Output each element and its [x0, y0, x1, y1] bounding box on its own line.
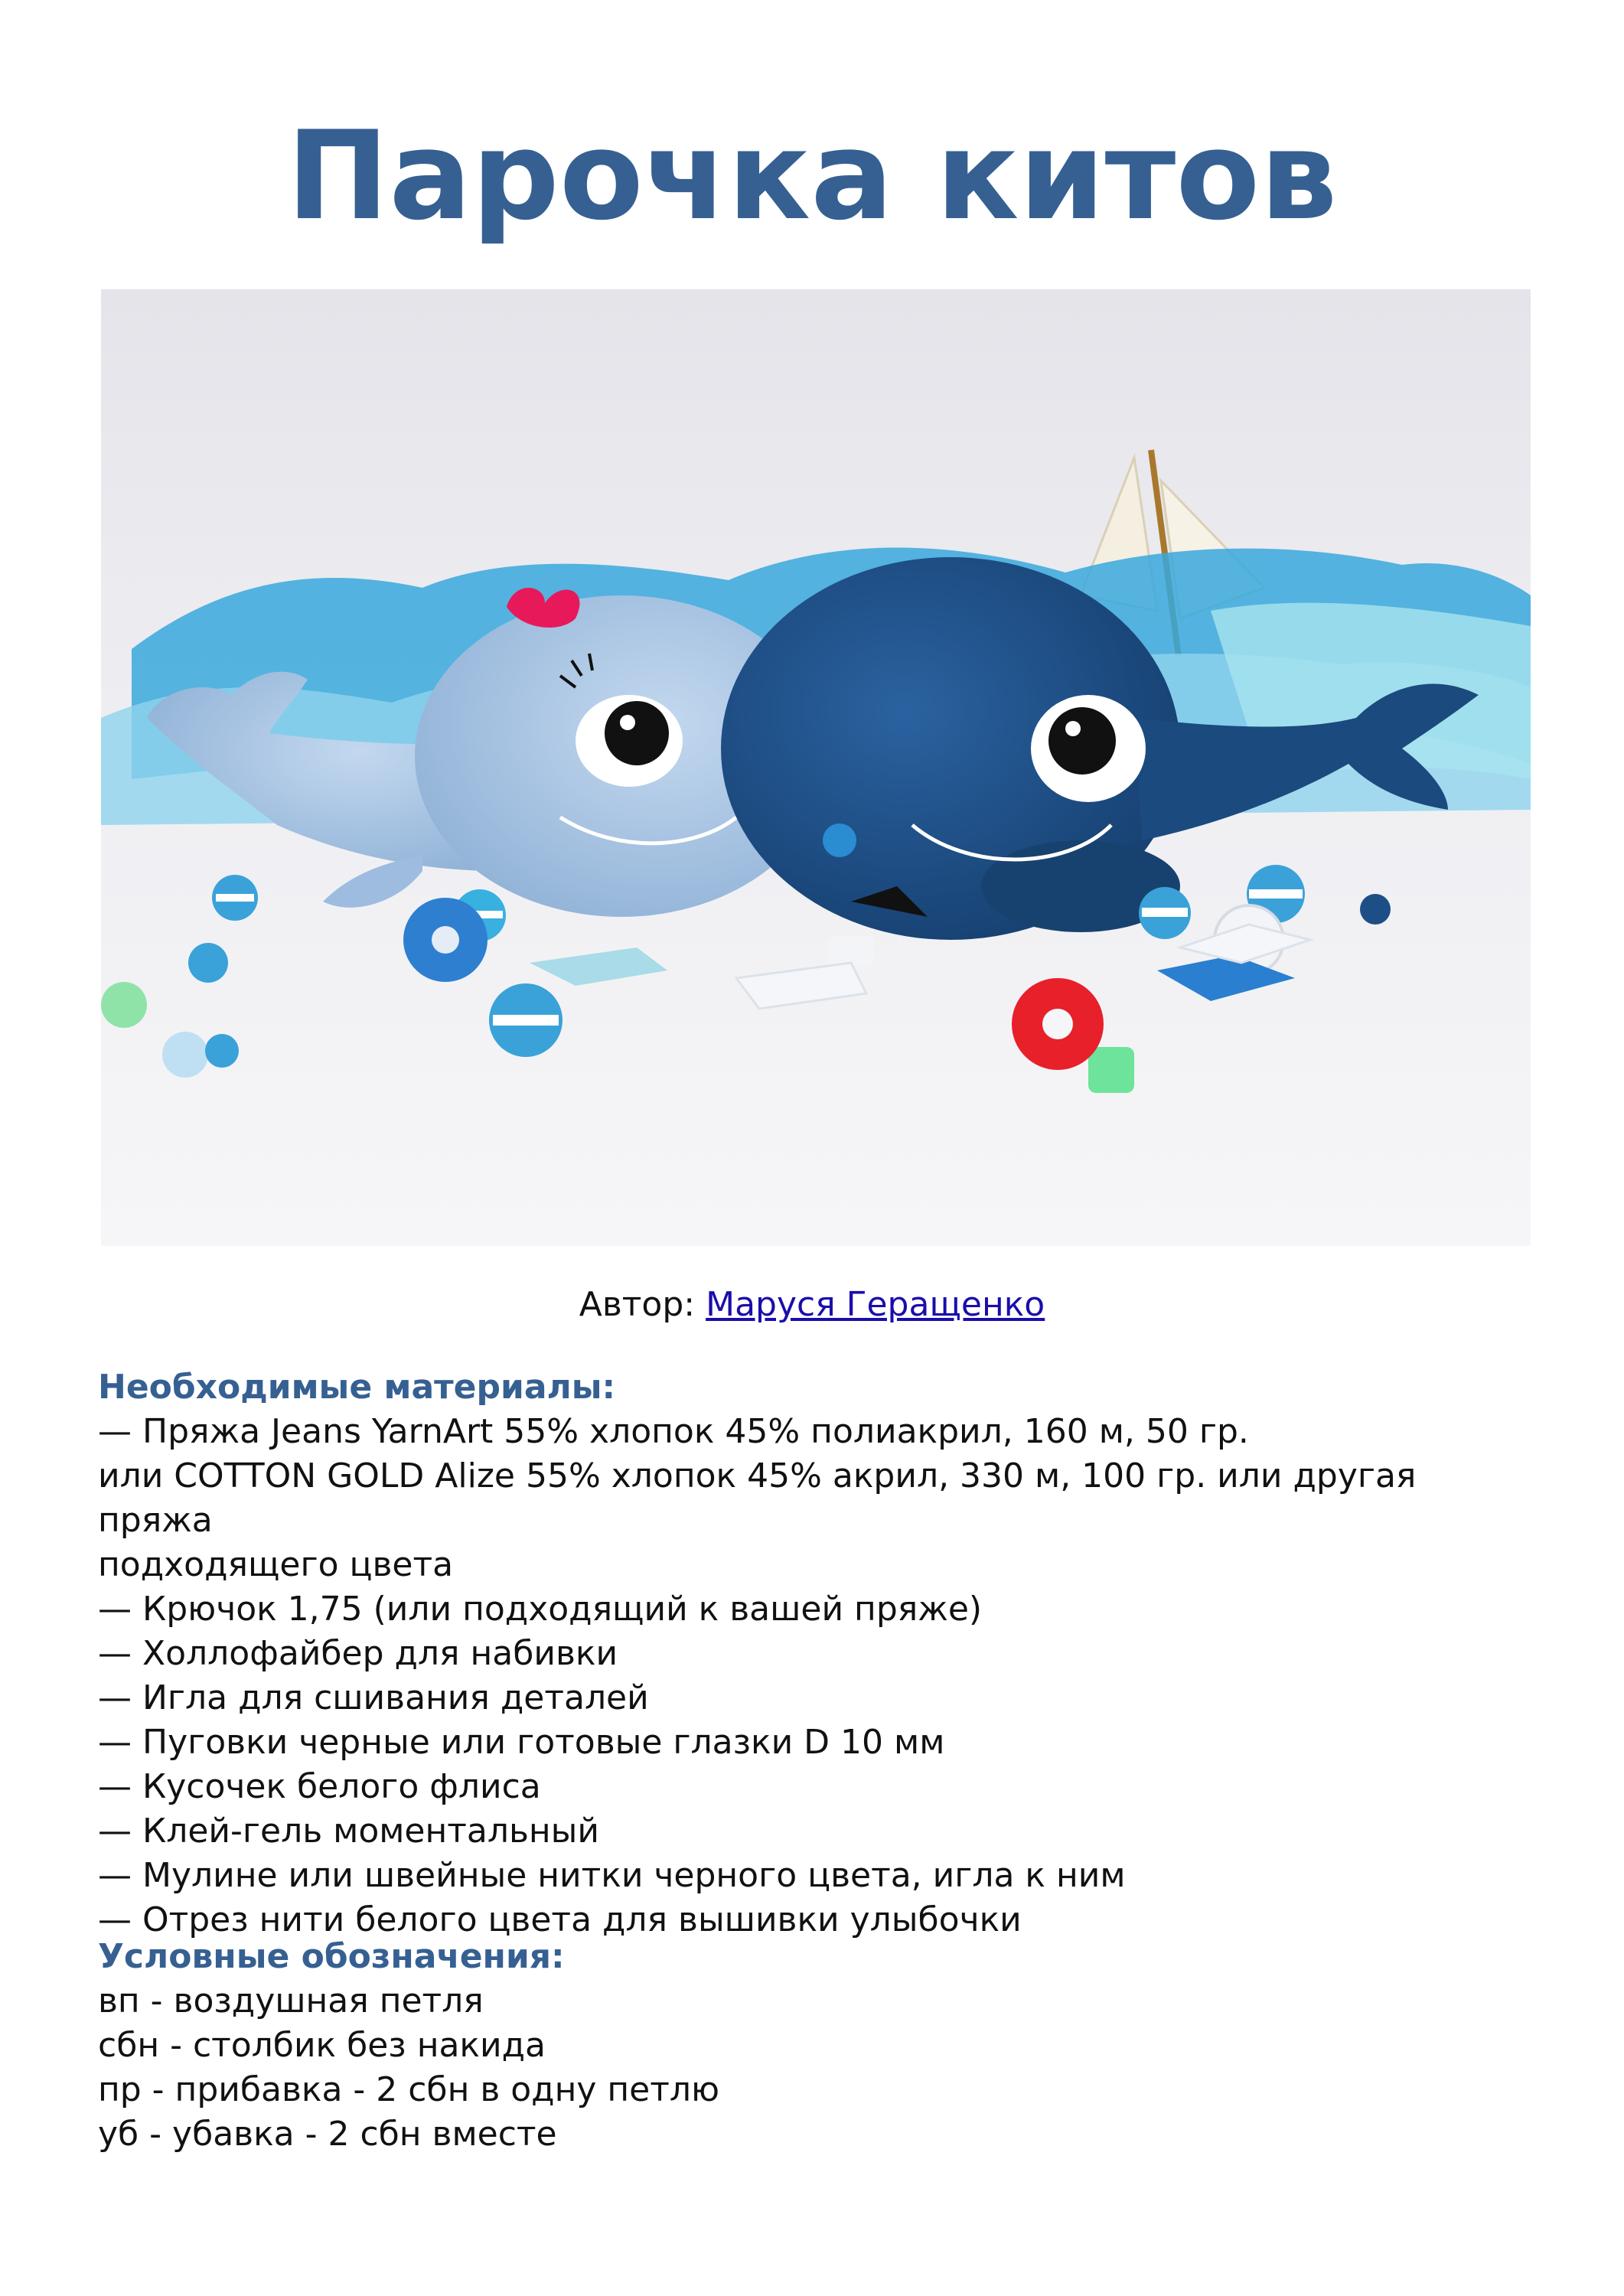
list-item: или COTTON GOLD Alize 55% хлопок 45% акрил, 330 м, 100 гр. или другая пряжа [98, 1456, 1417, 1540]
legend-list [98, 1979, 1537, 2157]
legend-heading: Условные обозначения: [98, 1937, 565, 1976]
list-item: уб - убавка - 2 сбн вместе [98, 2115, 557, 2154]
list-item: — Пуговки черные или готовые глазки D 10 мм [98, 1723, 945, 1762]
list-item: — Отрез нити белого цвета для вышивки улыбочки [98, 1900, 1022, 1939]
legend-section [98, 1935, 1537, 2157]
list-item: — Мулине или швейные нитки черного цвета, игла к ним [98, 1856, 1126, 1895]
list-item: подходящего цвета [98, 1545, 454, 1584]
author-link[interactable]: Маруся Геращенко [706, 1285, 1045, 1324]
author-label: Автор: [579, 1285, 696, 1324]
list-item: вп - воздушная петля [98, 1981, 484, 2020]
list-item: пр - прибавка - 2 сбн в одну петлю [98, 2070, 720, 2109]
materials-list [98, 1410, 1537, 1942]
materials-section [98, 1365, 1537, 1942]
list-item: — Крючок 1,75 (или подходящий к вашей пряже) [98, 1590, 983, 1629]
author-line [0, 1280, 1624, 1330]
whales-photo [101, 289, 1531, 1246]
materials-heading: Необходимые материалы: [98, 1368, 616, 1407]
list-item: — Игла для сшивания деталей [98, 1678, 649, 1717]
list-item: сбн - столбик без накида [98, 2026, 546, 2065]
list-item: — Клей-гель моментальный [98, 1812, 600, 1851]
list-item: — Пряжа Jeans YarnArt 55% хлопок 45% полиакрил, 160 м, 50 гр. [98, 1412, 1249, 1451]
list-item: — Кусочек белого флиса [98, 1767, 541, 1806]
list-item: — Холлофайбер для набивки [98, 1634, 618, 1673]
page-title: Парочка китов [286, 104, 1338, 247]
